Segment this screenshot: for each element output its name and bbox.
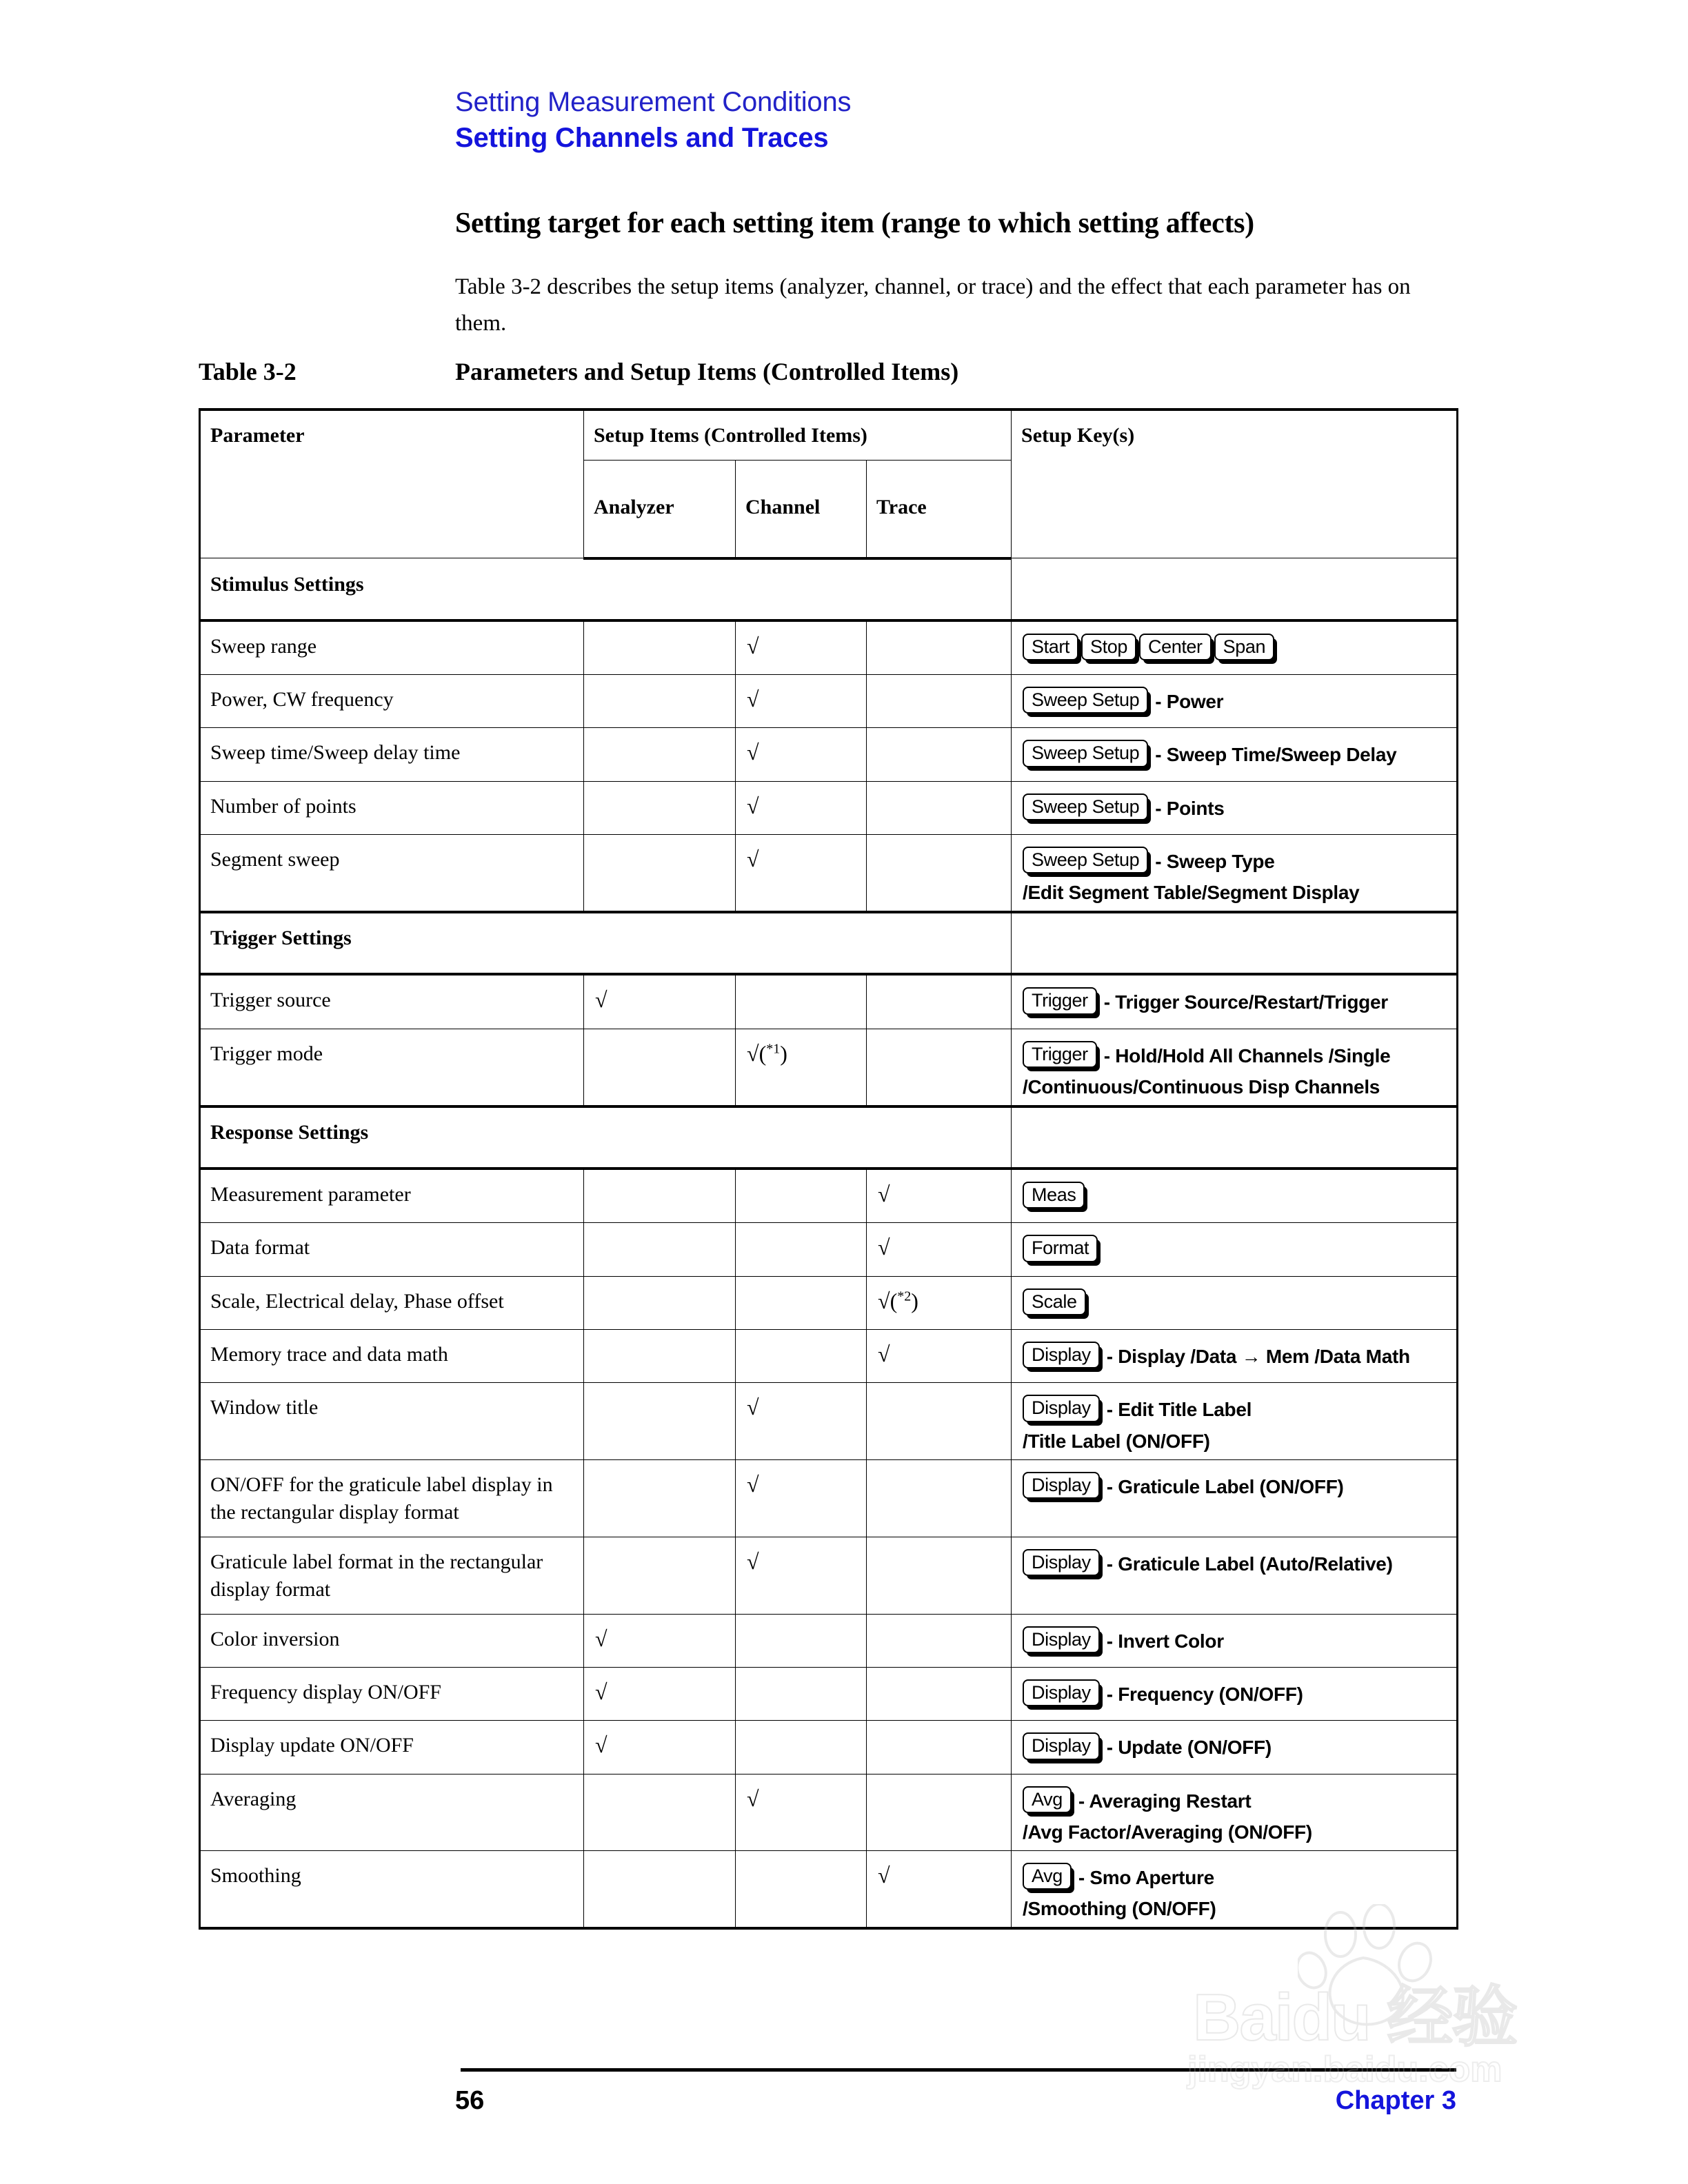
row-setup-keys-cell	[1012, 1029, 1458, 1106]
row-parameter-cell	[200, 974, 584, 1029]
setup-key-text: /Smoothing (ON/OFF)	[1023, 1898, 1216, 1920]
table-group-row	[200, 1106, 1458, 1169]
row-channel-cell	[736, 620, 867, 675]
row-parameter-cell	[200, 1276, 584, 1329]
row-analyzer-cell	[584, 620, 736, 675]
hardkey-display[interactable]: Display	[1023, 1549, 1100, 1576]
row-channel-cell	[736, 728, 867, 781]
setup-key-line	[1023, 1039, 1448, 1073]
row-parameter-label: ON/OFF for the graticule label display in the rectangular display format	[210, 1473, 553, 1524]
row-analyzer-cell	[584, 1329, 736, 1382]
table-row	[200, 674, 1458, 727]
row-analyzer-cell	[584, 1276, 736, 1329]
setup-key-text: - Trigger Source/Restart/Trigger	[1103, 991, 1388, 1013]
row-channel-cell	[736, 1614, 867, 1667]
setup-key-line	[1023, 738, 1448, 772]
check-mark-channel: √	[747, 1395, 759, 1420]
row-setup-keys-cell	[1012, 974, 1458, 1029]
setup-key-line	[1023, 1624, 1448, 1659]
group-title-keys-cell	[1012, 1106, 1458, 1169]
hardkey-display[interactable]: Display	[1023, 1732, 1100, 1759]
setup-key-line	[1023, 1823, 1448, 1842]
row-trace-cell	[867, 834, 1012, 912]
check-mark-trace: √	[878, 1181, 890, 1206]
setup-key-line	[1023, 1861, 1448, 1895]
table-row	[200, 1721, 1458, 1774]
row-setup-keys-cell	[1012, 781, 1458, 834]
intro-paragraph: Table 3-2 describes the setup items (analyzer, channel, or trace) and the effect that each parameter has on them.	[455, 274, 1411, 336]
row-analyzer-cell	[584, 674, 736, 727]
row-channel-cell	[736, 1774, 867, 1850]
table-row	[200, 1276, 1458, 1329]
setup-key-line	[1023, 1286, 1448, 1321]
table-row	[200, 781, 1458, 834]
row-parameter-label: Smoothing	[210, 1864, 301, 1887]
row-trace-cell	[867, 1459, 1012, 1537]
setup-keys-container	[1012, 1668, 1456, 1720]
hardkey-sweep-setup[interactable]: Sweep Setup	[1023, 687, 1148, 714]
check-mark-channel: √	[747, 793, 759, 818]
table-row	[200, 1774, 1458, 1850]
row-parameter-cell	[200, 1029, 584, 1106]
column-header-setup-items-label: Setup Items (Controlled Items)	[594, 424, 867, 447]
row-parameter-label: Trigger mode	[210, 1042, 323, 1065]
table-row	[200, 1223, 1458, 1276]
hardkey-display[interactable]: Display	[1023, 1395, 1100, 1422]
row-setup-keys-cell	[1012, 1383, 1458, 1459]
hardkey-display[interactable]: Display	[1023, 1679, 1100, 1706]
running-header-section-title: Setting Channels and Traces	[455, 123, 829, 153]
table-row	[200, 1329, 1458, 1382]
group-title-keys-cell	[1012, 558, 1458, 620]
setup-keys-container	[1012, 1029, 1456, 1105]
table-row	[200, 620, 1458, 675]
setup-key-text: - Display /Data → Mem /Data Math	[1106, 1346, 1410, 1368]
hardkey-format[interactable]: Format	[1023, 1235, 1098, 1262]
setup-key-line	[1023, 1075, 1448, 1098]
setup-key-line	[1023, 1899, 1448, 1919]
setup-key-line	[1023, 1470, 1448, 1504]
setup-keys-container	[1012, 835, 1456, 911]
column-header-setup-keys-label: Setup Key(s)	[1021, 424, 1135, 447]
hardkey-span[interactable]: Span	[1214, 634, 1274, 660]
hardkey-sweep-setup[interactable]: Sweep Setup	[1023, 793, 1148, 820]
setup-key-line	[1023, 1547, 1448, 1581]
parameters-table	[199, 408, 1458, 1930]
row-trace-cell	[867, 1329, 1012, 1382]
row-trace-cell	[867, 1851, 1012, 1929]
setup-key-text: - Hold/Hold All Channels /Single	[1103, 1044, 1391, 1066]
row-trace-cell	[867, 1537, 1012, 1614]
row-setup-keys-cell	[1012, 1537, 1458, 1614]
running-header	[455, 88, 1420, 152]
setup-keys-container	[1012, 1383, 1456, 1459]
group-title-cell	[200, 1106, 1012, 1169]
row-parameter-label: Sweep range	[210, 634, 317, 658]
check-mark-analyzer: √	[595, 1732, 607, 1758]
table-row	[200, 1851, 1458, 1929]
row-parameter-cell	[200, 674, 584, 727]
setup-keys-container	[1012, 622, 1456, 674]
row-parameter-label: Measurement parameter	[210, 1182, 411, 1206]
hardkey-sweep-setup[interactable]: Sweep Setup	[1023, 847, 1148, 873]
hardkey-display[interactable]: Display	[1023, 1342, 1100, 1368]
check-mark-trace: √($^{*2}$)	[878, 1288, 918, 1313]
column-header-parameter-label: Parameter	[210, 424, 305, 447]
table-row	[200, 1383, 1458, 1459]
setup-key-line	[1023, 1233, 1448, 1267]
group-title-label: Trigger Settings	[210, 927, 352, 950]
row-parameter-label: Sweep time/Sweep delay time	[210, 741, 461, 765]
row-setup-keys-cell	[1012, 1169, 1458, 1223]
setup-keys-container	[1012, 1615, 1456, 1667]
row-channel-cell	[736, 1169, 867, 1223]
section-heading: Setting target for each setting item (range to which setting affects)	[455, 208, 1254, 239]
setup-key-text: /Avg Factor/Averaging (ON/OFF)	[1023, 1821, 1312, 1843]
row-channel-cell	[736, 1276, 867, 1329]
setup-key-line	[1023, 685, 1448, 719]
check-mark-channel: √	[747, 686, 759, 711]
setup-key-line	[1023, 1339, 1448, 1374]
row-analyzer-cell	[584, 1667, 736, 1720]
setup-keys-container	[1012, 1775, 1456, 1850]
row-parameter-cell	[200, 1721, 584, 1774]
table-row	[200, 974, 1458, 1029]
table-group-row	[200, 558, 1458, 620]
row-parameter-cell	[200, 1537, 584, 1614]
row-parameter-label: Trigger source	[210, 989, 331, 1012]
row-parameter-label: Display update ON/OFF	[210, 1734, 414, 1757]
row-trace-cell	[867, 1721, 1012, 1774]
setup-keys-container	[1012, 782, 1456, 834]
row-parameter-label: Averaging	[210, 1787, 297, 1810]
row-trace-cell	[867, 674, 1012, 727]
table-row	[200, 1029, 1458, 1106]
setup-key-text: - Edit Title Label	[1106, 1399, 1252, 1421]
row-trace-cell	[867, 1029, 1012, 1106]
chapter-label: Chapter 3	[1335, 2086, 1456, 2115]
row-setup-keys-cell	[1012, 1721, 1458, 1774]
setup-keys-container	[1012, 1330, 1456, 1382]
row-parameter-label: Window title	[210, 1396, 319, 1419]
check-mark-channel: √	[747, 1548, 759, 1574]
row-parameter-label: Segment sweep	[210, 847, 340, 871]
watermark-brand: Baidu 经验	[1193, 1981, 1517, 2054]
row-parameter-cell	[200, 781, 584, 834]
row-trace-cell	[867, 1774, 1012, 1850]
setup-keys-container	[1012, 1537, 1456, 1590]
setup-key-text: - Sweep Time/Sweep Delay	[1155, 744, 1397, 766]
table-header-row-top	[200, 410, 1458, 460]
hardkey-stop[interactable]: Stop	[1081, 634, 1136, 660]
row-channel-cell	[736, 1459, 867, 1537]
row-parameter-label: Data format	[210, 1236, 310, 1260]
hardkey-avg[interactable]: Avg	[1023, 1863, 1072, 1890]
row-parameter-cell	[200, 1169, 584, 1223]
row-trace-cell	[867, 1383, 1012, 1459]
row-setup-keys-cell	[1012, 1614, 1458, 1667]
row-parameter-cell	[200, 1851, 584, 1929]
row-parameter-cell	[200, 1667, 584, 1720]
hardkey-avg[interactable]: Avg	[1023, 1786, 1072, 1813]
setup-key-text: /Title Label (ON/OFF)	[1023, 1430, 1210, 1452]
row-setup-keys-cell	[1012, 674, 1458, 727]
hardkey-start[interactable]: Start	[1023, 634, 1078, 660]
row-parameter-cell	[200, 834, 584, 912]
hardkey-sweep-setup[interactable]: Sweep Setup	[1023, 740, 1148, 767]
check-mark-channel: √	[747, 846, 759, 871]
setup-key-text: - Frequency (ON/OFF)	[1106, 1684, 1303, 1706]
setup-key-line	[1023, 985, 1448, 1020]
row-channel-cell	[736, 1329, 867, 1382]
row-trace-cell	[867, 1614, 1012, 1667]
column-header-channel-label: Channel	[745, 495, 821, 518]
column-header-setup-keys	[1012, 410, 1458, 558]
row-setup-keys-cell	[1012, 620, 1458, 675]
row-analyzer-cell	[584, 1459, 736, 1537]
row-parameter-cell	[200, 728, 584, 781]
row-trace-cell	[867, 781, 1012, 834]
column-header-parameter	[200, 410, 584, 558]
check-mark-trace: √	[878, 1863, 890, 1888]
row-parameter-cell	[200, 1329, 584, 1382]
check-mark-channel: √	[747, 1471, 759, 1497]
row-setup-keys-cell	[1012, 728, 1458, 781]
setup-keys-container	[1012, 728, 1456, 780]
row-analyzer-cell	[584, 1537, 736, 1614]
check-mark-channel: √($^{*1}$)	[747, 1040, 787, 1066]
row-parameter-label: Number of points	[210, 794, 356, 818]
setup-keys-container	[1012, 1721, 1456, 1773]
setup-keys-container	[1012, 1277, 1456, 1329]
row-setup-keys-cell	[1012, 834, 1458, 912]
row-channel-cell	[736, 781, 867, 834]
setup-key-text: /Continuous/Continuous Disp Channels	[1023, 1075, 1380, 1098]
row-parameter-cell	[200, 1614, 584, 1667]
setup-key-text: - Update (ON/OFF)	[1106, 1737, 1272, 1759]
hardkey-center[interactable]: Center	[1139, 634, 1212, 660]
check-mark-analyzer: √	[595, 1626, 607, 1651]
check-mark-channel: √	[747, 1786, 759, 1811]
setup-key-line	[1023, 1730, 1448, 1765]
row-parameter-label: Frequency display ON/OFF	[210, 1680, 441, 1703]
footer-rule	[461, 2068, 1456, 2072]
row-analyzer-cell	[584, 728, 736, 781]
row-parameter-label: Memory trace and data math	[210, 1342, 448, 1366]
row-setup-keys-cell	[1012, 1851, 1458, 1929]
row-parameter-label: Power, CW frequency	[210, 687, 394, 711]
table-row	[200, 1614, 1458, 1667]
row-trace-cell	[867, 1223, 1012, 1276]
row-channel-cell	[736, 1029, 867, 1106]
row-channel-cell	[736, 1721, 867, 1774]
row-parameter-label: Graticule label format in the rectangular display format	[210, 1550, 543, 1601]
row-analyzer-cell	[584, 1169, 736, 1223]
row-setup-keys-cell	[1012, 1276, 1458, 1329]
row-trace-cell	[867, 1276, 1012, 1329]
setup-key-line	[1023, 1180, 1448, 1214]
hardkey-trigger[interactable]: Trigger	[1023, 1041, 1097, 1068]
row-analyzer-cell	[584, 1614, 736, 1667]
group-title-cell	[200, 558, 1012, 620]
row-analyzer-cell	[584, 1774, 736, 1850]
check-mark-analyzer: √	[595, 987, 607, 1013]
setup-key-text: /Edit Segment Table/Segment Display	[1023, 882, 1360, 904]
column-header-analyzer	[584, 460, 736, 558]
setup-key-text: - Power	[1155, 691, 1224, 713]
hardkey-display[interactable]: Display	[1023, 1626, 1100, 1653]
row-analyzer-cell	[584, 1383, 736, 1459]
row-trace-cell	[867, 974, 1012, 1029]
setup-key-text: - Invert Color	[1106, 1630, 1224, 1652]
setup-keys-container	[1012, 1223, 1456, 1275]
setup-key-line	[1023, 1784, 1448, 1819]
row-analyzer-cell	[584, 781, 736, 834]
table-row	[200, 1459, 1458, 1537]
setup-key-line	[1023, 791, 1448, 826]
row-channel-cell	[736, 1851, 867, 1929]
group-title-label: Stimulus Settings	[210, 572, 364, 596]
row-parameter-cell	[200, 1383, 584, 1459]
watermark-url: jingyan.baidu.com	[1187, 2050, 1503, 2090]
row-parameter-label: Scale, Electrical delay, Phase offset	[210, 1289, 504, 1313]
table-group-row	[200, 912, 1458, 974]
column-header-setup-items	[584, 410, 1012, 460]
running-header-chapter-title: Setting Measurement Conditions	[455, 87, 852, 117]
setup-key-text: - Smo Aperture	[1078, 1867, 1214, 1889]
table-row	[200, 1667, 1458, 1720]
row-setup-keys-cell	[1012, 1223, 1458, 1276]
row-analyzer-cell	[584, 1721, 736, 1774]
row-parameter-cell	[200, 1459, 584, 1537]
page-number: 56	[455, 2086, 485, 2115]
column-header-trace-label: Trace	[876, 495, 927, 518]
check-mark-trace: √	[878, 1341, 890, 1366]
row-parameter-cell	[200, 620, 584, 675]
check-mark-trace: √	[878, 1235, 890, 1260]
row-channel-cell	[736, 674, 867, 727]
group-title-cell	[200, 912, 1012, 974]
setup-keys-container	[1012, 1170, 1456, 1222]
row-analyzer-cell	[584, 1223, 736, 1276]
setup-key-line	[1023, 1677, 1448, 1712]
row-trace-cell	[867, 1169, 1012, 1223]
row-channel-cell	[736, 1537, 867, 1614]
setup-key-line	[1023, 883, 1448, 902]
setup-key-text: - Graticule Label (ON/OFF)	[1106, 1475, 1344, 1497]
setup-key-line	[1023, 845, 1448, 879]
setup-keys-container	[1012, 1851, 1456, 1927]
row-analyzer-cell	[584, 834, 736, 912]
check-mark-analyzer: √	[595, 1679, 607, 1704]
table-caption-title: Parameters and Setup Items (Controlled Items)	[455, 358, 959, 385]
setup-key-line	[1023, 1393, 1448, 1427]
row-setup-keys-cell	[1012, 1459, 1458, 1537]
row-analyzer-cell	[584, 1851, 736, 1929]
column-header-channel	[736, 460, 867, 558]
row-channel-cell	[736, 1383, 867, 1459]
row-parameter-cell	[200, 1223, 584, 1276]
setup-keys-container	[1012, 975, 1456, 1028]
row-analyzer-cell	[584, 1029, 736, 1106]
setup-key-text: - Averaging Restart	[1078, 1790, 1252, 1812]
row-trace-cell	[867, 1667, 1012, 1720]
group-title-label: Response Settings	[210, 1120, 369, 1144]
hardkey-meas[interactable]: Meas	[1023, 1182, 1085, 1209]
hardkey-scale[interactable]: Scale	[1023, 1288, 1086, 1315]
row-channel-cell	[736, 974, 867, 1029]
setup-key-text: - Points	[1155, 797, 1225, 819]
row-channel-cell	[736, 1223, 867, 1276]
hardkey-display[interactable]: Display	[1023, 1472, 1100, 1499]
setup-key-line	[1023, 1432, 1448, 1451]
check-mark-channel: √	[747, 633, 759, 658]
setup-keys-container	[1012, 1460, 1456, 1513]
row-parameter-label: Color inversion	[210, 1627, 340, 1650]
row-setup-keys-cell	[1012, 1774, 1458, 1850]
row-channel-cell	[736, 834, 867, 912]
hardkey-trigger[interactable]: Trigger	[1023, 987, 1097, 1014]
row-parameter-cell	[200, 1774, 584, 1850]
check-mark-channel: √	[747, 740, 759, 765]
row-trace-cell	[867, 620, 1012, 675]
setup-key-text: - Sweep Type	[1155, 851, 1275, 873]
row-trace-cell	[867, 728, 1012, 781]
table-row	[200, 728, 1458, 781]
table-row	[200, 1537, 1458, 1614]
table-row	[200, 1169, 1458, 1223]
setup-key-text: - Graticule Label (Auto/Relative)	[1106, 1553, 1393, 1575]
table-caption-number: Table 3-2	[199, 358, 297, 385]
row-channel-cell	[736, 1667, 867, 1720]
column-header-analyzer-label: Analyzer	[594, 495, 674, 518]
setup-key-line	[1023, 631, 1448, 666]
column-header-trace	[867, 460, 1012, 558]
table-row	[200, 834, 1458, 912]
row-analyzer-cell	[584, 974, 736, 1029]
setup-keys-container	[1012, 675, 1456, 727]
row-setup-keys-cell	[1012, 1329, 1458, 1382]
row-setup-keys-cell	[1012, 1667, 1458, 1720]
group-title-keys-cell	[1012, 912, 1458, 974]
